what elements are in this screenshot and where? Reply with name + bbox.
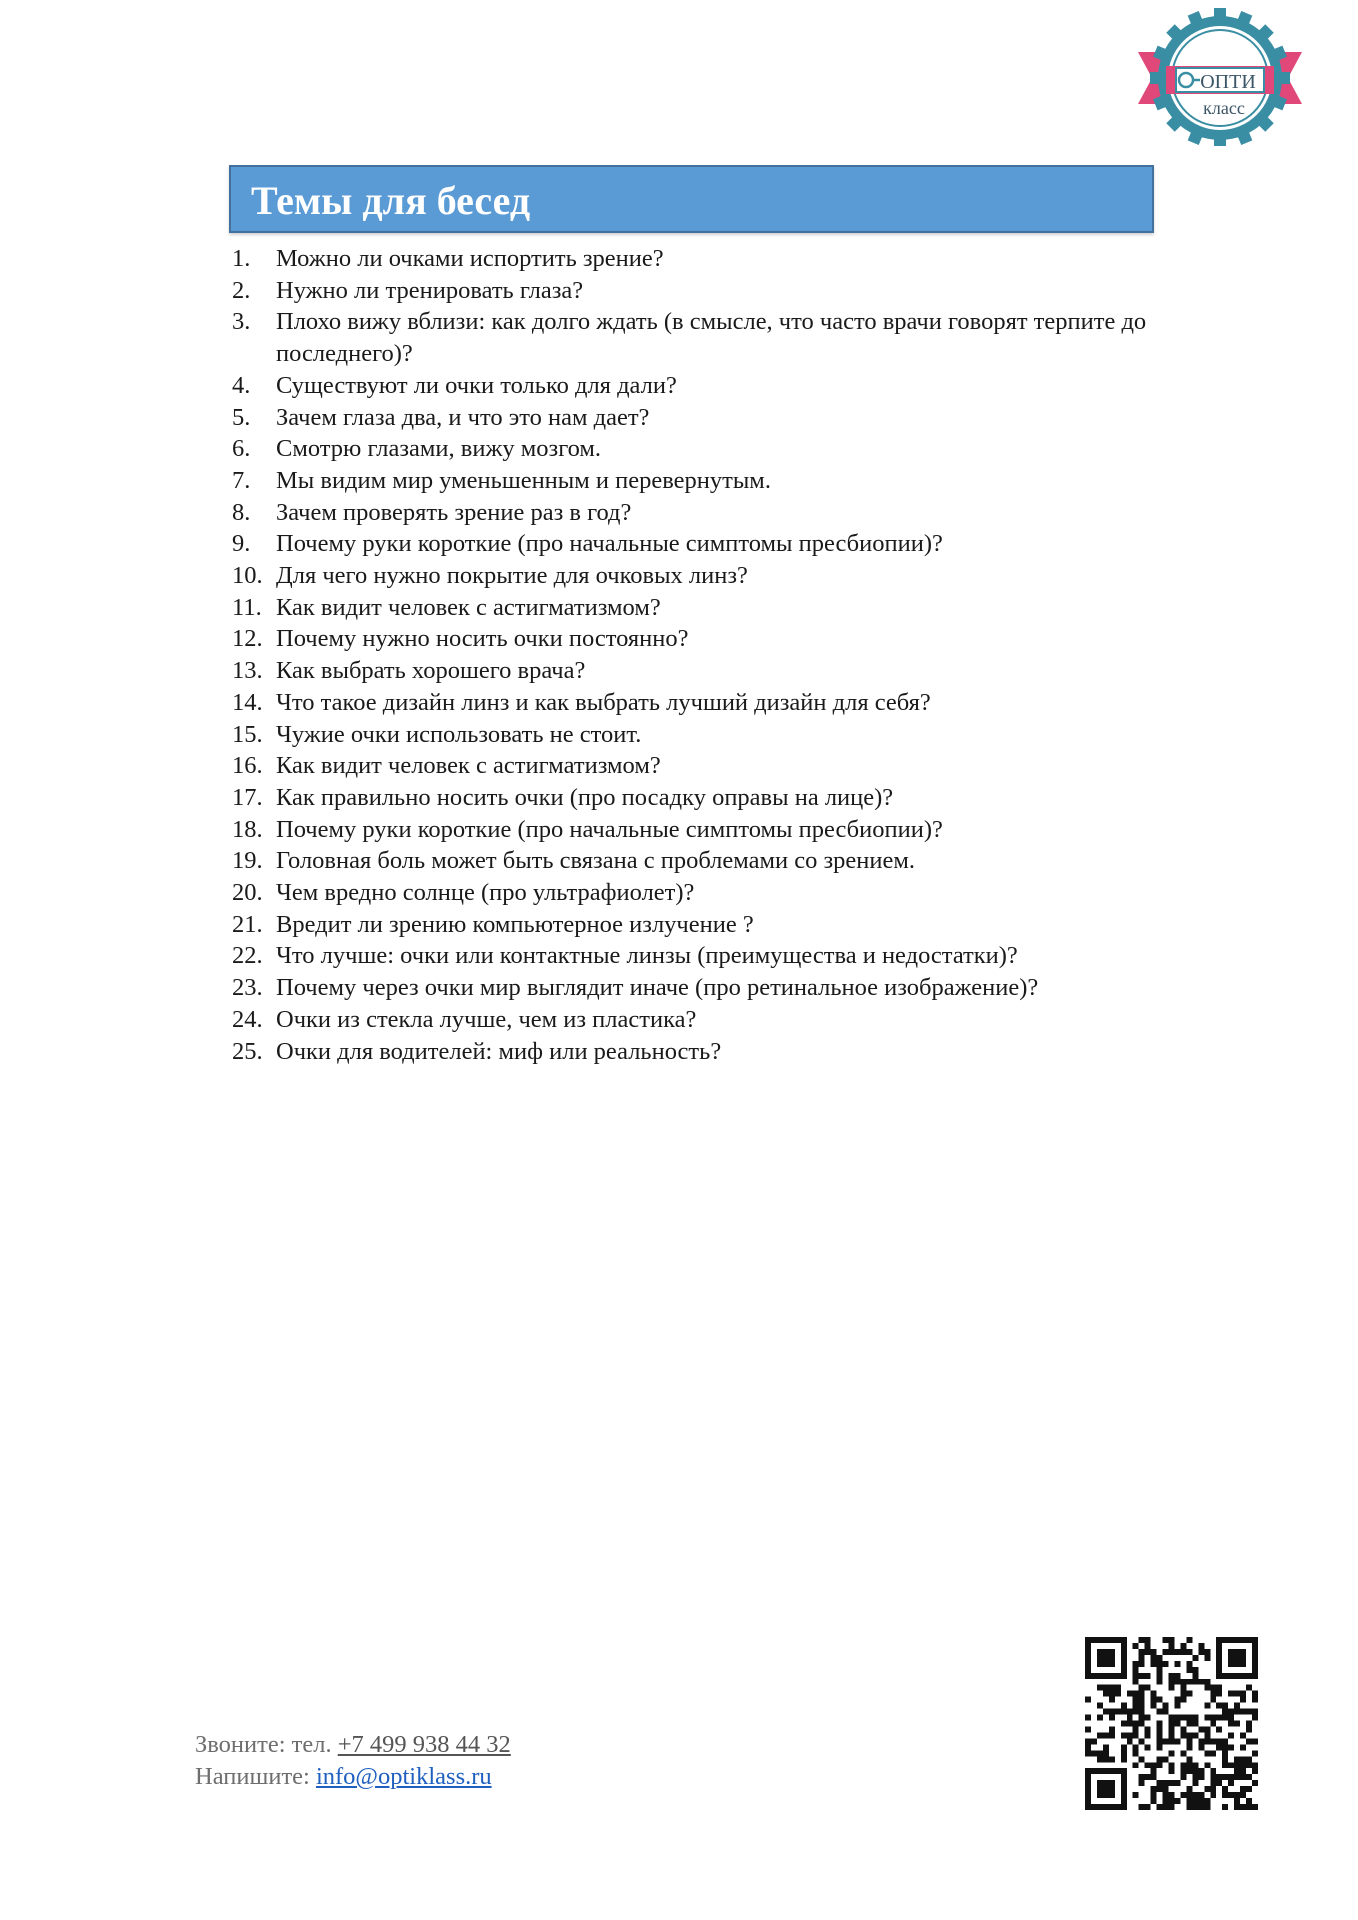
email-line xyxy=(195,1761,511,1793)
topic-text: Чужие очки использовать не стоит. xyxy=(276,720,642,748)
topic-number: 9. xyxy=(232,530,251,558)
topic-item xyxy=(232,528,1262,560)
topic-item xyxy=(232,370,1262,402)
qr-code-icon xyxy=(1085,1637,1258,1810)
topic-number: 11. xyxy=(232,593,262,621)
optiklass-logo xyxy=(1136,8,1304,146)
topic-number: 13. xyxy=(232,657,263,685)
topic-item xyxy=(232,465,1262,497)
topic-number: 17. xyxy=(232,783,263,811)
topic-item xyxy=(232,877,1262,909)
topic-text: Зачем глаза два, и что это нам дает? xyxy=(276,403,650,431)
topic-number: 6. xyxy=(232,435,251,463)
topic-number: 20. xyxy=(232,879,263,907)
email-label: Напишите: xyxy=(195,1763,316,1790)
topic-number: 15. xyxy=(232,720,263,748)
topic-text: Что лучше: очки или контактные линзы (преимущества и недостатки)? xyxy=(276,942,1018,970)
topic-number: 3. xyxy=(232,308,251,336)
topic-text: Почему нужно носить очки постоянно? xyxy=(276,625,689,653)
phone-label: Звоните: тел. xyxy=(195,1731,338,1758)
topic-number: 10. xyxy=(232,562,263,590)
logo-text-top: ОПТИ xyxy=(1200,71,1256,93)
phone-link[interactable]: +7 499 938 44 32 xyxy=(337,1731,511,1758)
topic-text: Как правильно носить очки (про посадку оправы на лице)? xyxy=(276,783,894,811)
topic-item xyxy=(232,687,1262,719)
topic-number: 8. xyxy=(232,498,251,526)
topic-number: 1. xyxy=(232,245,251,272)
topic-text: Вредит ли зрению компьютерное излучение ? xyxy=(276,910,754,938)
topics-list xyxy=(232,243,1262,1067)
topic-item xyxy=(232,909,1262,941)
topic-text: Можно ли очками испортить зрение? xyxy=(276,245,664,272)
topic-text: Смотрю глазами, вижу мозгом. xyxy=(276,435,602,463)
logo-graphic xyxy=(1136,8,1304,146)
page-title: Темы для бесед xyxy=(251,178,531,223)
topic-number: 2. xyxy=(232,276,251,304)
topic-item xyxy=(232,940,1262,972)
topic-text: Почему руки короткие (про начальные симптомы пресбиопии)? xyxy=(276,815,943,843)
email-link[interactable]: info@optiklass.ru xyxy=(315,1763,492,1790)
topic-number: 5. xyxy=(232,403,251,431)
topic-text: Мы видим мир уменьшенным и перевернутым. xyxy=(276,466,771,494)
topic-item xyxy=(232,275,1262,307)
topic-text: Что такое дизайн линз и как выбрать лучший дизайн для себя? xyxy=(276,688,931,716)
topic-number: 14. xyxy=(232,688,263,716)
topic-number: 12. xyxy=(232,625,263,653)
topic-text: Плохо вижу вблизи: как долго ждать (в смысле, что часто врачи говорят терпите до последнего)? xyxy=(276,308,1147,368)
topic-item xyxy=(232,1036,1262,1068)
topic-number: 16. xyxy=(232,752,263,780)
topic-text: Очки для водителей: миф или реальность? xyxy=(276,1037,722,1065)
topic-text: Почему руки короткие (про начальные симптомы пресбиопии)? xyxy=(276,530,943,558)
topic-text: Очки из стекла лучше, чем из пластика? xyxy=(276,1005,697,1033)
topic-item xyxy=(232,402,1262,434)
topic-number: 25. xyxy=(232,1037,263,1065)
topic-item xyxy=(232,1004,1262,1036)
topic-item xyxy=(232,623,1262,655)
topic-number: 21. xyxy=(232,910,263,938)
topic-item xyxy=(232,560,1262,592)
topic-text: Как видит человек с астигматизмом? xyxy=(276,752,661,780)
topic-text: Почему через очки мир выглядит иначе (про ретинальное изображение)? xyxy=(276,974,1039,1002)
topic-number: 24. xyxy=(232,1005,263,1033)
topic-number: 4. xyxy=(232,371,251,399)
topic-item xyxy=(232,719,1262,751)
topic-item xyxy=(232,750,1262,782)
topic-item xyxy=(232,845,1262,877)
topic-item xyxy=(232,972,1262,1004)
contacts-block xyxy=(195,1729,511,1793)
topic-item xyxy=(232,497,1262,529)
section-header xyxy=(229,165,1154,233)
topic-text: Чем вредно солнце (про ультрафиолет)? xyxy=(276,879,695,907)
topic-number: 7. xyxy=(232,466,251,494)
topic-number: 23. xyxy=(232,974,263,1002)
topic-text: Головная боль может быть связана с проблемами со зрением. xyxy=(276,847,916,875)
topic-text: Существуют ли очки только для дали? xyxy=(276,371,677,399)
topic-item xyxy=(232,814,1262,846)
topic-text: Как видит человек с астигматизмом? xyxy=(276,593,661,621)
logo-text-bottom: класс xyxy=(1203,98,1245,118)
phone-line xyxy=(195,1729,511,1761)
topic-item xyxy=(232,782,1262,814)
topic-text: Как выбрать хорошего врача? xyxy=(276,657,586,685)
topic-text: Зачем проверять зрение раз в год? xyxy=(276,498,632,526)
qr-code-graphic xyxy=(1085,1637,1258,1810)
topic-number: 18. xyxy=(232,815,263,843)
topic-item xyxy=(232,433,1262,465)
topic-item xyxy=(232,306,1262,369)
topic-item xyxy=(232,592,1262,624)
topic-text: Нужно ли тренировать глаза? xyxy=(276,276,584,304)
topic-item xyxy=(232,243,1262,275)
topic-text: Для чего нужно покрытие для очковых линз? xyxy=(276,562,748,590)
topic-number: 22. xyxy=(232,942,263,970)
topic-number: 19. xyxy=(232,847,263,875)
topic-item xyxy=(232,655,1262,687)
